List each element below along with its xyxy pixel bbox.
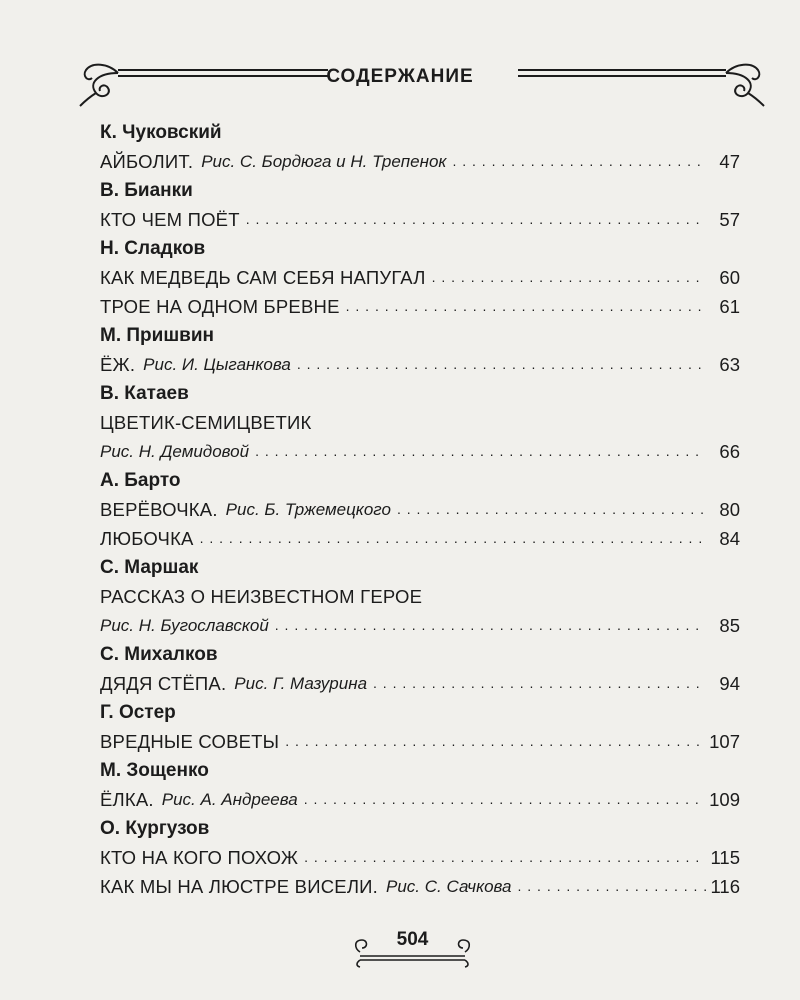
author-name: А. Барто <box>100 470 181 491</box>
author-name: С. Михалков <box>100 644 218 665</box>
leader-dots <box>373 669 706 698</box>
toc-section <box>100 176 740 234</box>
entry-page-number: 47 <box>719 151 740 172</box>
toc-entry[interactable] <box>100 785 740 814</box>
leader-dots <box>304 843 706 872</box>
toc-section <box>100 379 740 466</box>
author-name: М. Пришвин <box>100 325 214 346</box>
author-name: Н. Сладков <box>100 238 206 259</box>
toc-entry[interactable] <box>100 292 740 321</box>
author-name: В. Катаев <box>100 383 189 404</box>
toc-entry[interactable] <box>100 582 740 611</box>
entry-title: ДЯДЯ СТЁПА. <box>100 673 227 694</box>
author-name: В. Бианки <box>100 180 193 201</box>
entry-title: КАК МЫ НА ЛЮСТРЕ ВИСЕЛИ. <box>100 876 379 897</box>
toc-entry[interactable] <box>100 350 740 379</box>
leader-dots <box>432 263 706 292</box>
illustrator-credit: Рис. И. Цыганкова <box>143 355 291 374</box>
entry-page-number: 57 <box>719 209 740 230</box>
toc-entry[interactable] <box>100 408 740 437</box>
entry-title: АЙБОЛИТ. <box>100 151 194 172</box>
illustrator-credit: Рис. Н. Бугославской <box>100 616 269 635</box>
entry-title: КТО ЧЕМ ПОЁТ <box>100 209 240 230</box>
entry-title: ВРЕДНЫЕ СОВЕТЫ <box>100 731 280 752</box>
leader-dots <box>428 582 706 611</box>
author-name: О. Кургузов <box>100 818 210 839</box>
entry-page-number: 107 <box>709 731 740 752</box>
entry-title: ВЕРЁВОЧКА. <box>100 499 218 520</box>
illustrator-credit: Рис. С. Сачкова <box>386 877 512 896</box>
entry-page-number: 109 <box>709 789 740 810</box>
leader-dots <box>246 205 706 234</box>
entry-page-number: 85 <box>719 615 740 636</box>
toc-entry[interactable] <box>100 611 740 640</box>
leader-dots <box>297 350 706 379</box>
entry-title: КТО НА КОГО ПОХОЖ <box>100 847 299 868</box>
toc-entry[interactable] <box>100 205 740 234</box>
toc-section <box>100 698 740 756</box>
entry-title: ЁЖ. <box>100 354 136 375</box>
author-name: С. Маршак <box>100 557 199 578</box>
leader-dots <box>452 147 706 176</box>
toc-section <box>100 118 740 176</box>
entry-page-number: 63 <box>719 354 740 375</box>
toc-section <box>100 321 740 379</box>
illustrator-credit: Рис. Г. Мазурина <box>234 674 368 693</box>
toc-entry[interactable] <box>100 872 740 901</box>
leader-dots <box>317 408 706 437</box>
entry-page-number: 80 <box>719 499 740 520</box>
leader-dots <box>346 292 706 321</box>
toc-section <box>100 553 740 640</box>
toc-section <box>100 234 740 321</box>
toc-entry[interactable] <box>100 437 740 466</box>
toc-entry[interactable] <box>100 147 740 176</box>
toc-section <box>100 640 740 698</box>
leader-dots <box>304 785 705 814</box>
author-name: К. Чуковский <box>100 122 222 143</box>
entry-title: ЁЛКА. <box>100 789 154 810</box>
toc-entry[interactable] <box>100 669 740 698</box>
toc-entry[interactable] <box>100 263 740 292</box>
entry-page-number: 84 <box>719 528 740 549</box>
table-of-contents <box>100 118 740 901</box>
author-name: Г. Остер <box>100 702 176 723</box>
leader-dots <box>285 727 705 756</box>
toc-entry[interactable] <box>100 524 740 553</box>
leader-dots <box>397 495 706 524</box>
leader-dots <box>255 437 706 466</box>
page-number: 504 <box>396 929 429 950</box>
toc-section <box>100 756 740 814</box>
entry-title: ЛЮБОЧКА <box>100 528 194 549</box>
entry-title: РАССКАЗ О НЕИЗВЕСТНОМ ГЕРОЕ <box>100 586 423 607</box>
toc-entry[interactable] <box>100 843 740 872</box>
entry-page-number: 116 <box>710 876 740 897</box>
entry-title: КАК МЕДВЕДЬ САМ СЕБЯ НАПУГАЛ <box>100 267 426 288</box>
entry-page-number: 60 <box>719 267 740 288</box>
leader-dots <box>518 872 707 901</box>
author-name: М. Зощенко <box>100 760 209 781</box>
entry-page-number: 66 <box>719 441 740 462</box>
entry-page-number: 94 <box>719 673 740 694</box>
toc-section <box>100 466 740 553</box>
illustrator-credit: Рис. А. Андреева <box>161 790 298 809</box>
entry-page-number: 61 <box>719 296 740 317</box>
page-title: СОДЕРЖАНИЕ <box>326 66 474 87</box>
toc-section <box>100 814 740 901</box>
illustrator-credit: Рис. Б. Тржемецкого <box>225 500 391 519</box>
entry-page-number: 115 <box>710 847 740 868</box>
entry-title: ЦВЕТИК-СЕМИЦВЕТИК <box>100 412 312 433</box>
toc-entry[interactable] <box>100 727 740 756</box>
entry-title: ТРОЕ НА ОДНОМ БРЕВНЕ <box>100 296 340 317</box>
illustrator-credit: Рис. С. Бордюга и Н. Трепенок <box>201 152 447 171</box>
illustrator-credit: Рис. Н. Демидовой <box>100 442 250 461</box>
toc-entry[interactable] <box>100 495 740 524</box>
leader-dots <box>200 524 706 553</box>
leader-dots <box>275 611 706 640</box>
